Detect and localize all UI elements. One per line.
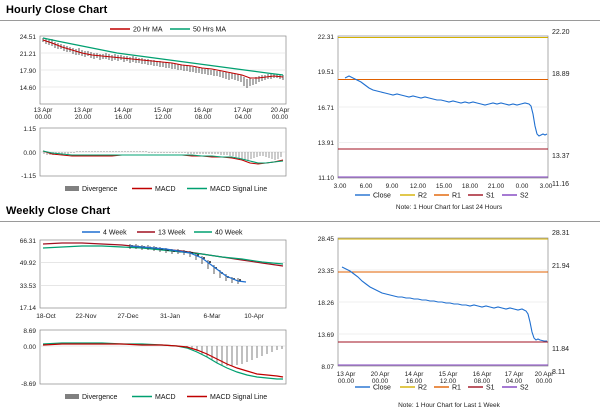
hourly-macd-line [43, 151, 283, 164]
weekly-section-title [6, 205, 110, 217]
weekly-price-legend [82, 230, 243, 237]
hourly-pivot-xtick-0: 3.00 [333, 183, 347, 190]
weekly-price-xtick-3: 31-Jan [160, 313, 180, 320]
hourly-price-xtick-1b: 20.00 [74, 114, 92, 121]
weekly-title-rule [0, 221, 600, 222]
hourly-pivot-xtick-6: 21.00 [487, 183, 505, 190]
hourly-price-xtick-3a: 15 Apr [153, 107, 173, 114]
legend-r1: R1 [452, 192, 461, 200]
weekly-macd-chart [2, 324, 292, 410]
hourly-pivot-xtick-4: 15.00 [435, 183, 453, 190]
weekly-macd-legend [65, 394, 267, 401]
hourly-r2-value: 22.20 [552, 29, 570, 36]
hourly-pivot-xtick-1: 6.00 [359, 183, 373, 190]
hourly-price-xtick-0b: 00.00 [34, 114, 52, 121]
hourly-price-xtick-6a: 20 Apr [270, 107, 290, 114]
weekly-pivot-xtick-6b: 00.00 [535, 378, 553, 385]
weekly-pivot-close-series [342, 267, 547, 341]
hourly-price-ytick-3: 14.60 [19, 85, 36, 92]
hourly-section-title [6, 4, 107, 16]
weekly-pivot-xtick-0a: 13 Apr [336, 371, 356, 378]
hourly-title-text: Hourly Close Chart [6, 4, 108, 16]
weekly-pivot-xtick-2b: 16.00 [405, 378, 423, 385]
hourly-price-ytick-2: 17.90 [19, 68, 36, 75]
weekly-pivot-ytick-2: 18.26 [317, 300, 334, 307]
hourly-macd-ytick-1: 0.00 [23, 150, 36, 157]
legend-weekly-close: Close [373, 384, 391, 392]
hourly-price-legend [110, 27, 226, 34]
weekly-pivot-ytick-0: 28.45 [317, 236, 334, 243]
weekly-note [300, 398, 598, 410]
hourly-pivot-ytick-0: 22.31 [317, 34, 334, 41]
hourly-price-chart [2, 22, 292, 122]
weekly-pivot-legend-row [300, 382, 598, 396]
hourly-macd-axes [21, 126, 286, 180]
weekly-macd-axes [21, 328, 286, 388]
hourly-pivot-axes [318, 34, 548, 182]
hourly-pivot-xticks [334, 183, 553, 190]
weekly-price-ytick-3: 17.14 [19, 305, 36, 312]
hourly-price-ytick-0: 24.51 [19, 34, 36, 41]
hourly-price-axes [20, 34, 286, 104]
hourly-pivot-xtick-5: 18.00 [461, 183, 479, 190]
legend-40-week: 40 Week [215, 229, 243, 237]
weekly-s2-value: 8.11 [552, 369, 566, 376]
hourly-pivot-xtick-2: 9.00 [385, 183, 399, 190]
hourly-pivot-ytick-2: 16.71 [317, 105, 334, 112]
hourly-r1-value: 18.89 [552, 71, 570, 78]
weekly-price-ytick-1: 49.92 [19, 260, 36, 267]
legend-divergence: Divergence [82, 186, 118, 193]
weekly-pivot-xtick-3a: 15 Apr [438, 371, 458, 378]
legend-20hr-ma: 20 Hr MA [133, 26, 163, 34]
weekly-price-xtick-4: 6-Mar [203, 313, 221, 320]
legend-weekly-macd-signal: MACD Signal Line [210, 394, 268, 401]
weekly-pivot-xtick-5a: 17 Apr [504, 371, 524, 378]
legend-macd-signal: MACD Signal Line [210, 186, 268, 193]
hourly-price-xtick-3b: 12.00 [154, 114, 172, 121]
legend-r2: R2 [418, 192, 427, 200]
weekly-pivot-ytick-1: 23.35 [317, 268, 334, 275]
legend-weekly-divergence: Divergence [82, 394, 118, 401]
weekly-r2-value: 28.31 [552, 230, 570, 237]
hourly-s2-value: 11.16 [552, 181, 569, 188]
hourly-price-xtick-4b: 08.00 [194, 114, 212, 121]
hourly-price-xtick-6b: 00.00 [271, 114, 289, 121]
weekly-macd-ytick-0: 8.69 [23, 328, 36, 335]
hourly-price-xtick-2a: 14 Apr [113, 107, 133, 114]
hourly-pivot-levels [338, 29, 570, 188]
hourly-s1-value: 13.37 [552, 153, 570, 160]
hourly-macd-ytick-2: -1.15 [21, 173, 36, 180]
hourly-price-xtick-5b: 04.00 [234, 114, 252, 121]
hourly-price-xtick-0a: 13 Apr [33, 107, 53, 114]
weekly-pivot-xtick-2a: 14 Apr [404, 371, 424, 378]
legend-weekly-macd: MACD [155, 394, 176, 401]
weekly-title-text: Weekly Close Chart [6, 205, 111, 217]
hourly-price-xticks [34, 107, 291, 121]
weekly-r1-value: 21.94 [552, 263, 570, 270]
weekly-macd-divergence [187, 346, 282, 366]
hourly-price-xtick-2b: 16.00 [114, 114, 132, 121]
weekly-price-close-bars [130, 244, 238, 284]
legend-s1: S1 [486, 192, 495, 200]
legend-close: Close [373, 192, 391, 200]
hourly-pivot-close-series [345, 76, 547, 136]
weekly-pivot-xtick-5b: 04.00 [505, 378, 523, 385]
legend-s2: S2 [520, 192, 529, 200]
weekly-pivot-xtick-4b: 08.00 [473, 378, 491, 385]
weekly-s1-value: 11.84 [552, 346, 569, 353]
hourly-title-rule [0, 20, 600, 21]
hourly-macd-chart [2, 122, 292, 202]
hourly-pivot-chart [300, 22, 598, 202]
legend-macd: MACD [155, 186, 176, 193]
legend-13-week: 13 Week [158, 229, 186, 237]
legend-4-week: 4 Week [103, 229, 127, 237]
hourly-pivot-legend [355, 193, 529, 200]
hourly-price-xtick-1a: 13 Apr [73, 107, 93, 114]
weekly-pivot-levels [338, 230, 570, 376]
weekly-price-xtick-2: 27-Dec [117, 313, 139, 320]
hourly-note-text: Note: 1 Hour Chart for Last 24 Hours [395, 204, 503, 211]
weekly-note-text: Note: 1 Hour Chart for Last 1 Week [398, 402, 500, 409]
weekly-price-xticks [36, 313, 264, 320]
weekly-price-xtick-0: 18-Oct [36, 313, 56, 320]
hourly-pivot-xtick-8: 3.00 [539, 183, 553, 190]
weekly-pivot-xtick-3b: 12.00 [439, 378, 457, 385]
hourly-price-xtick-5a: 17 Apr [233, 107, 253, 114]
weekly-pivot-ytick-3: 13.69 [317, 332, 334, 339]
weekly-pivot-ytick-4: 8.07 [321, 364, 334, 371]
hourly-pivot-ytick-4: 11.10 [318, 175, 334, 182]
hourly-pivot-ytick-1: 19.51 [317, 69, 334, 76]
weekly-pivot-chart [300, 224, 598, 394]
hourly-price-ytick-1: 21.21 [19, 51, 36, 58]
legend-weekly-s1: S1 [486, 384, 495, 392]
hourly-macd-ytick-0: 1.15 [23, 126, 36, 133]
weekly-pivot-xtick-1a: 20 Apr [370, 371, 390, 378]
weekly-pivot-axes [318, 236, 548, 371]
weekly-price-ytick-0: 66.31 [19, 238, 36, 245]
legend-weekly-r1: R1 [452, 384, 461, 392]
weekly-pivot-xtick-1b: 00.00 [371, 378, 389, 385]
hourly-macd-legend [65, 186, 267, 193]
weekly-macd-ytick-1: 0.00 [23, 344, 36, 351]
hourly-pivot-xtick-3: 12.00 [409, 183, 427, 190]
hourly-pivot-xtick-7: 0.00 [515, 183, 529, 190]
weekly-pivot-xtick-4a: 16 Apr [472, 371, 492, 378]
hourly-pivot-ytick-3: 13.91 [317, 140, 334, 147]
legend-weekly-r2: R2 [418, 384, 427, 392]
hourly-macd-signal-line [43, 151, 283, 163]
weekly-price-ytick-2: 33.53 [19, 283, 36, 290]
weekly-pivot-xtick-0b: 00.00 [337, 378, 355, 385]
weekly-price-chart [2, 224, 292, 328]
hourly-note [300, 200, 598, 212]
legend-weekly-s2: S2 [520, 384, 529, 392]
weekly-price-xtick-1: 22-Nov [75, 313, 97, 320]
weekly-macd-ytick-2: -8.69 [21, 381, 36, 388]
hourly-price-ma50 [43, 38, 283, 75]
weekly-price-xtick-5: 10-Apr [244, 313, 264, 320]
hourly-price-xtick-4a: 16 Apr [193, 107, 213, 114]
weekly-pivot-xtick-6a: 20 Apr [534, 371, 554, 378]
legend-50hr-ma: 50 Hrs MA [193, 26, 227, 34]
